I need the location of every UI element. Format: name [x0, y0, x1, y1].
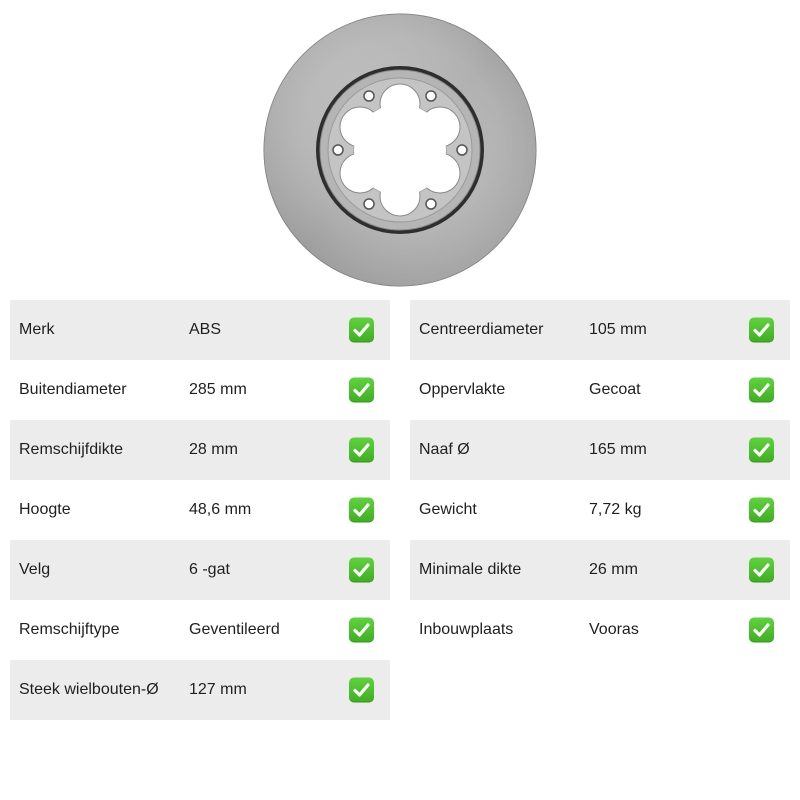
spec-row-centreerdiameter — [410, 300, 790, 360]
spec-value: 48,6 mm — [189, 501, 252, 518]
spec-value: 6 -gat — [189, 561, 230, 578]
spec-label: Centreerdiameter — [419, 321, 544, 338]
brake-disc-icon — [262, 12, 538, 288]
check-mark-icon — [749, 618, 774, 643]
spec-label: Buitendiameter — [19, 381, 127, 398]
spec-label: Steek wielbouten-Ø — [19, 681, 159, 698]
spec-value: Vooras — [589, 621, 639, 638]
spec-table-left — [10, 300, 390, 720]
spec-row-remschijftype — [10, 600, 390, 660]
spec-value: 26 mm — [589, 561, 638, 578]
check-mark-icon — [349, 558, 374, 583]
spec-table-right — [410, 300, 790, 660]
spec-row-inbouwplaats — [410, 600, 790, 660]
spec-value: Geventileerd — [189, 621, 280, 638]
spec-row-buitendiameter — [10, 360, 390, 420]
spec-label: Oppervlakte — [419, 381, 506, 398]
spec-label: Naaf Ø — [419, 441, 470, 458]
check-mark-icon — [349, 678, 374, 703]
check-mark-icon — [349, 618, 374, 643]
spec-row-velg — [10, 540, 390, 600]
spec-label: Hoogte — [19, 501, 71, 518]
spec-value: 285 mm — [189, 381, 247, 398]
spec-row-hoogte — [10, 480, 390, 540]
brake-disc-image — [262, 12, 538, 288]
spec-value: 28 mm — [189, 441, 238, 458]
check-mark-icon — [349, 318, 374, 343]
spec-label: Gewicht — [419, 501, 477, 518]
spec-label: Inbouwplaats — [419, 621, 514, 638]
spec-row-gewicht — [410, 480, 790, 540]
spec-value: Gecoat — [589, 381, 641, 398]
spec-row-minimale-dikte — [410, 540, 790, 600]
spec-row-steek-wielbouten — [10, 660, 390, 720]
check-mark-icon — [749, 498, 774, 523]
spec-row-remschijfdikte — [10, 420, 390, 480]
check-mark-icon — [349, 498, 374, 523]
spec-label: Merk — [19, 321, 55, 338]
spec-value: 105 mm — [589, 321, 647, 338]
spec-value: 165 mm — [589, 441, 647, 458]
spec-row-merk — [10, 300, 390, 360]
check-mark-icon — [349, 378, 374, 403]
check-mark-icon — [749, 558, 774, 583]
check-mark-icon — [749, 378, 774, 403]
check-mark-icon — [749, 438, 774, 463]
spec-row-oppervlakte — [410, 360, 790, 420]
check-mark-icon — [349, 438, 374, 463]
check-mark-icon — [749, 318, 774, 343]
spec-label: Velg — [19, 561, 51, 578]
spec-label: Remschijfdikte — [19, 441, 124, 458]
spec-label: Minimale dikte — [419, 561, 522, 578]
spec-value: 7,72 kg — [589, 501, 642, 518]
spec-row-naaf — [410, 420, 790, 480]
spec-value: ABS — [189, 321, 222, 338]
spec-label: Remschijftype — [19, 621, 120, 638]
spec-value: 127 mm — [189, 681, 247, 698]
